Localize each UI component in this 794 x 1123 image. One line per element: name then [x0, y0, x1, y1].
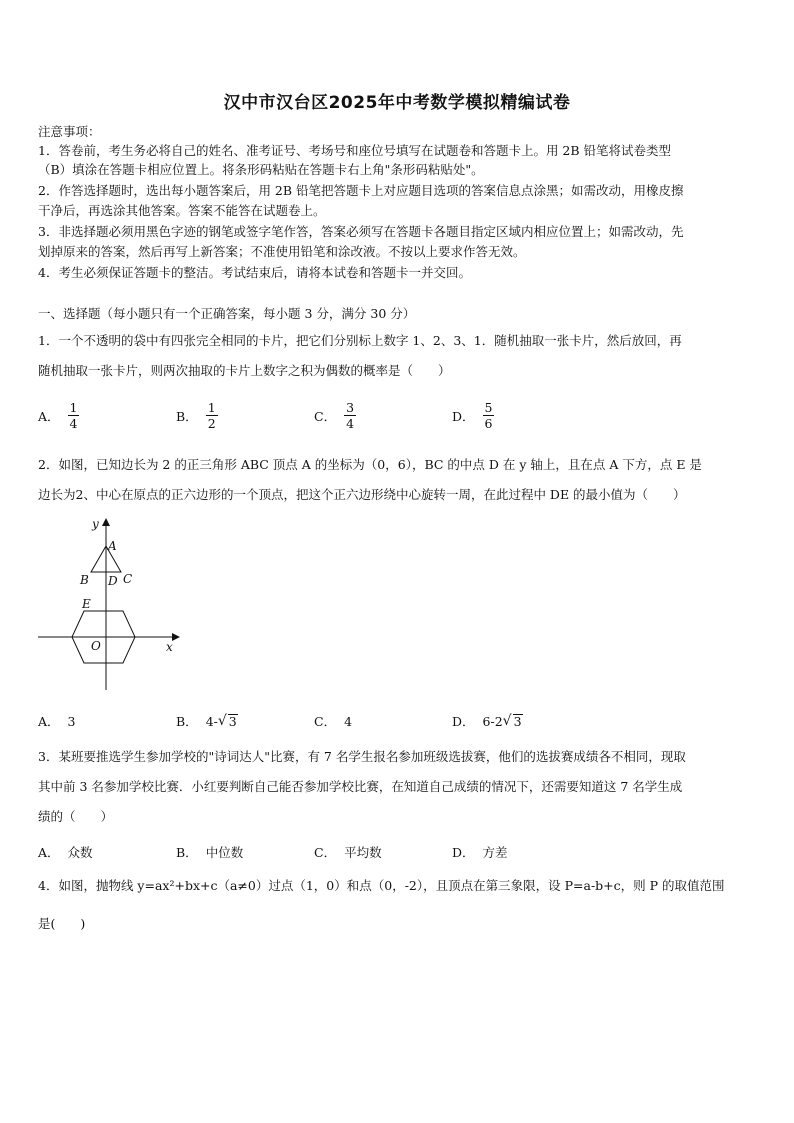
q3-stem-line-2: 其中前 3 名参加学校比赛．小红要判断自己能否参加学校比赛，在知道自己成绩的情况下，还需要知道这 7 名学生成 — [38, 779, 683, 794]
denominator: 2 — [207, 416, 216, 431]
option-label: A． — [38, 845, 60, 860]
numerator: 1 — [69, 400, 78, 415]
option-label: A． — [38, 408, 60, 424]
fraction — [344, 400, 356, 431]
note-1-line-1: 1．答卷前，考生务必将自己的姓名、准考证号、考场号和座位号填写在试题卷和答题卡上。用 2B 铅笔将试卷类型 — [38, 143, 672, 158]
radicand: 3 — [228, 713, 237, 729]
exam-title: 汉中市汉台区2025年中考数学模拟精编试卷 — [223, 93, 571, 113]
q2-option-c — [314, 712, 352, 730]
label-a: A — [108, 539, 117, 553]
label-b: B — [80, 573, 89, 587]
option-label: D． — [452, 845, 475, 860]
option-label: D． — [452, 408, 475, 424]
sqrt-icon: √ — [217, 713, 227, 729]
q1-stem-line-1: 1．一个不透明的袋中有四张完全相同的卡片，把它们分别标上数字 1、2、3、1．随机抽取一张卡片，然后放回，再 — [38, 333, 682, 348]
option-text: 4 — [344, 713, 353, 729]
q1-option-d — [452, 400, 494, 431]
q4-stem-line-1: 4．如图，抛物线 y=ax²+bx+c（a≠0）过点（1，0）和点（0，-2），且顶点在第三象限，设 P=a-b+c，则 P 的取值范围 — [38, 878, 725, 893]
option-label: B． — [176, 714, 198, 729]
note-3-line-2: 划掉原来的答案，然后再写上新答案；不准使用铅笔和涂改液。不按以上要求作答无效。 — [38, 244, 526, 259]
numerator: 5 — [484, 400, 493, 415]
option-text: 3 — [67, 713, 76, 729]
note-4: 4．考生必须保证答题卡的整洁。考试结束后，请将本试卷和答题卡一并交回。 — [38, 265, 471, 280]
option-label: B． — [176, 408, 198, 424]
option-text: 众数 — [67, 845, 93, 860]
q1-stem-line-2: 随机抽取一张卡片，则两次抽取的卡片上数字之积为偶数的概率是（ ） — [38, 363, 451, 378]
label-y: y — [92, 517, 99, 531]
q3-option-a — [38, 843, 93, 861]
y-axis-arrow — [102, 518, 110, 526]
q2-figure — [34, 514, 184, 694]
q1-option-a — [38, 400, 79, 431]
q1-option-c — [314, 400, 356, 431]
numerator: 1 — [207, 400, 216, 415]
q3-option-d — [452, 843, 508, 861]
option-label: C． — [314, 845, 337, 860]
q3-option-c — [314, 843, 382, 861]
q2-option-a — [38, 712, 75, 730]
label-d: D — [108, 574, 118, 588]
option-text: 方差 — [482, 845, 508, 860]
numerator: 3 — [346, 400, 355, 415]
fraction — [68, 400, 80, 431]
option-label: A． — [38, 714, 60, 729]
note-1-line-2: （B）填涂在答题卡相应位置上。将条形码粘贴在答题卡右上角"条形码粘贴处"。 — [38, 162, 484, 177]
label-e: E — [82, 597, 91, 611]
notes-heading: 注意事项： — [38, 124, 101, 139]
option-prefix: 4- — [205, 713, 218, 729]
fraction — [206, 400, 218, 431]
option-label: D． — [452, 714, 475, 729]
q4-stem-line-2: 是( ) — [38, 916, 86, 931]
option-text: 中位数 — [205, 845, 244, 860]
q2-stem-line-2: 边长为2、中心在原点的正六边形的一个顶点，把这个正六边形绕中心旋转一周，在此过程中 DE 的最小值为（ ） — [38, 487, 686, 502]
label-c: C — [123, 572, 133, 586]
note-3-line-1: 3．非选择题必须用黑色字迹的钢笔或签字笔作答，答案必须写在答题卡各题目指定区域内相应位置上；如需改动，先 — [38, 224, 684, 239]
option-label: B． — [176, 845, 198, 860]
section-heading: 一、选择题（每小题只有一个正确答案，每小题 3 分，满分 30 分） — [38, 306, 416, 321]
denominator: 4 — [69, 416, 78, 431]
q1-option-b — [176, 400, 218, 431]
sqrt-icon: √ — [502, 713, 512, 729]
option-text: 平均数 — [344, 845, 382, 860]
label-o: O — [91, 639, 101, 653]
q2-stem-line-1: 2．如图，已知边长为 2 的正三角形 ABC 顶点 A 的坐标为（0，6），BC 的中点 D 在 y 轴上，且在点 A 下方，点 E 是 — [38, 457, 702, 472]
note-2-line-2: 干净后，再选涂其他答案。答案不能答在试题卷上。 — [38, 203, 326, 218]
q3-stem-line-3: 绩的（ ） — [38, 809, 114, 824]
fraction — [483, 400, 495, 431]
option-label: C． — [314, 408, 337, 424]
note-2-line-1: 2．作答选择题时，选出每小题答案后，用 2B 铅笔把答题卡上对应题目选项的答案信息点涂黑；如需改动，用橡皮擦 — [38, 183, 684, 198]
q3-stem-line-1: 3．某班要推选学生参加学校的"诗词达人"比赛，有 7 名学生报名参加班级选拔赛，他们的选拔赛成绩各不相同，现取 — [38, 749, 686, 764]
q2-option-b — [176, 712, 238, 730]
x-axis-arrow — [172, 633, 180, 641]
q2-option-d — [452, 712, 523, 730]
q3-option-b — [176, 843, 243, 861]
label-x: x — [166, 640, 173, 654]
radicand: 3 — [513, 713, 522, 729]
option-prefix: 6-2 — [482, 713, 503, 729]
option-label: C． — [314, 714, 337, 729]
denominator: 4 — [346, 416, 355, 431]
denominator: 6 — [484, 416, 493, 431]
